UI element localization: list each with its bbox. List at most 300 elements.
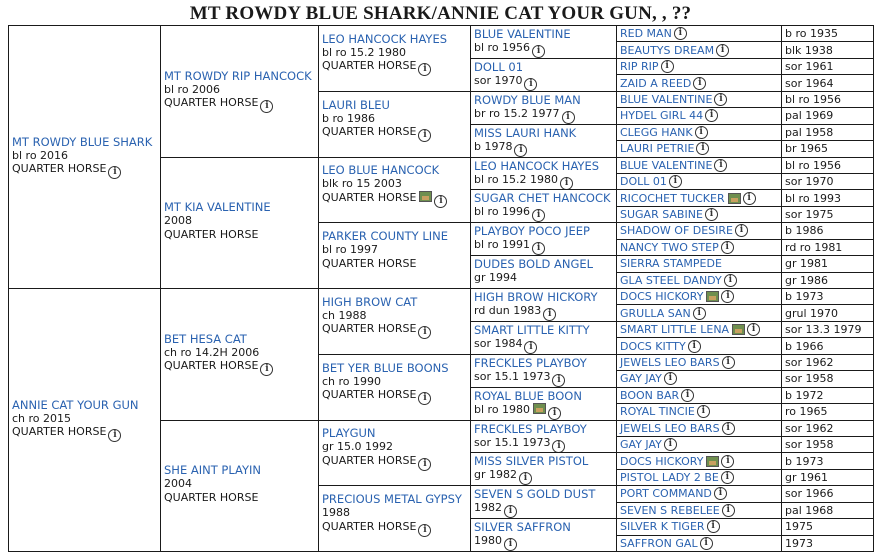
g5-name-cell [616,354,782,371]
g5-detail-cell [781,469,874,486]
g5-name-cell [616,107,782,124]
horse-details: b 1972 [785,388,824,402]
g4-cell [470,485,617,519]
info-icon[interactable]: i [716,44,729,57]
info-icon[interactable]: i [721,471,734,484]
horse-details-row [474,74,613,91]
horse-name-link[interactable]: DOLL 01 [474,59,524,74]
info-icon[interactable]: i [552,374,565,387]
g5-detail-cell [781,107,874,124]
info-icon[interactable]: i [108,429,121,442]
horse-name-link[interactable]: ZAID A REED [620,76,692,90]
info-icon[interactable]: i [532,242,545,255]
g5-detail-cell [781,239,874,256]
horse-name-link[interactable]: JEWELS LEO BARS [620,421,720,435]
horse-name-link[interactable]: LEO HANCOCK HAYES [322,31,448,46]
horse-name-link[interactable]: SUGAR SABINE [620,208,703,222]
horse-name-link[interactable]: SHADOW OF DESIRE [620,224,734,238]
g5-detail-cell [781,436,874,453]
horse-details-row [474,403,613,420]
horse-breed: QUARTER HORSE [12,425,107,438]
horse-details: sor 1958 [785,372,834,386]
horse-details: bl ro 1956 [474,41,531,54]
g5-detail-cell [781,255,874,272]
g4-cell [470,354,617,388]
horse-details: grul 1970 [785,306,839,320]
g5-name-cell [616,502,782,519]
horse-entry [322,164,447,208]
horse-entry [164,201,271,241]
g5-detail-cell [781,140,874,157]
g5-name-cell [616,173,782,190]
info-icon[interactable]: i [705,208,718,221]
info-icon[interactable]: i [721,290,734,303]
info-icon[interactable]: i [714,487,727,500]
g5-detail-cell [781,91,874,108]
horse-name-link[interactable]: MT ROWDY RIP HANCOCK [164,68,312,83]
horse-details: gr 1994 [474,271,517,285]
horse-details: b 1966 [785,339,824,353]
horse-details: ro 1965 [785,405,828,419]
horse-name-link[interactable]: DOCS KITTY [620,339,686,353]
g5-name-cell [616,25,782,42]
horse-details: bl ro 1956 [785,92,842,106]
horse-name-link[interactable]: BLUE VALENTINE [474,27,571,41]
horse-name-link[interactable]: MISS SILVER PISTOL [474,454,589,469]
info-icon[interactable]: i [693,77,706,90]
horse-details-row [474,140,613,157]
horse-details: pal 1969 [785,109,834,123]
horse-name-link[interactable]: BET HESA CAT [164,331,247,346]
info-icon[interactable]: i [661,60,674,73]
horse-entry [322,230,448,270]
info-icon[interactable]: i [681,389,694,402]
horse-breed: QUARTER HORSE [322,125,417,139]
info-icon[interactable]: i [524,78,537,91]
horse-entry [322,296,431,340]
horse-details: ch ro 2015 [12,411,72,425]
g5-detail-cell [781,485,874,502]
horse-name-link[interactable]: BLUE VALENTINE [620,158,713,172]
horse-entry [12,399,139,443]
horse-name-link[interactable]: MT ROWDY BLUE SHARK [12,134,153,149]
horse-name-link[interactable]: DUDES BOLD ANGEL [474,257,594,272]
g5-detail-cell [781,502,874,519]
g5-detail-cell [781,535,874,552]
horse-details: br 1965 [785,142,828,156]
horse-name-link[interactable]: DOCS HICKORY [620,454,704,468]
horse-name-link[interactable]: SILVER K TIGER [620,520,705,534]
info-icon[interactable]: i [504,538,517,551]
g4-cell [470,157,617,191]
g5-detail-cell [781,370,874,387]
horse-name-link[interactable]: RED MAN [620,27,672,41]
horse-details: sor 15.1 1973 [474,435,551,449]
g4-cell [470,452,617,486]
horse-details-row [474,436,613,453]
horse-details: gr 1961 [785,471,828,485]
g3-cell [318,420,471,487]
info-icon[interactable]: i [669,175,682,188]
info-icon[interactable]: i [724,274,737,287]
horse-breed: QUARTER HORSE [164,490,259,504]
info-icon[interactable]: i [548,407,561,420]
info-icon[interactable]: i [735,224,748,237]
horse-name-link[interactable]: NANCY TWO STEP [620,240,719,254]
g4-cell [470,124,617,158]
info-icon[interactable]: i [674,27,687,40]
g3-cell [318,288,471,355]
horse-details: gr 1981 [785,257,828,271]
horse-breed: QUARTER HORSE [164,359,259,373]
g5-name-cell [616,321,782,338]
g5-name-cell [616,518,782,535]
info-icon[interactable]: i [721,455,734,468]
info-icon[interactable]: i [108,166,121,179]
horse-details: bl ro 2016 [12,148,69,162]
horse-breed-row [322,125,431,142]
horse-details: bl ro 1956 [785,158,842,172]
g5-detail-cell [781,288,874,305]
horse-details: pal 1958 [785,125,834,139]
info-icon[interactable]: i [722,356,735,369]
horse-name-link[interactable]: HIGH BROW CAT [322,294,418,309]
horse-breed: QUARTER HORSE [322,519,417,533]
horse-name-link[interactable]: HIGH BROW HICKORY [474,290,598,304]
horse-details: sor 1962 [785,421,834,435]
horse-name-link[interactable]: PORT COMMAND [620,487,712,501]
horse-name-link[interactable]: SILVER SAFFRON [474,520,571,535]
g4-cell [470,321,617,355]
g3-cell [318,91,471,158]
g3-cell [318,354,471,421]
horse-name-link[interactable]: DOLL 01 [620,175,667,189]
horse-entry [164,70,312,114]
horse-breed-row [12,425,139,442]
horse-name-link[interactable]: BLUE VALENTINE [620,92,713,106]
g5-name-cell [616,535,782,552]
horse-name-link[interactable]: SEVEN S REBELEE [620,503,720,517]
horse-breed-row [322,454,431,471]
info-icon[interactable]: i [519,472,532,485]
g4-cell [470,255,617,289]
horse-name-link[interactable]: GLA STEEL DANDY [620,273,722,287]
horse-name-link[interactable]: DOCS HICKORY [620,290,704,304]
horse-name-link[interactable]: ANNIE CAT YOUR GUN [12,397,139,412]
g5-name-cell [616,272,782,289]
horse-breed-row [164,228,271,242]
g5-detail-cell [781,206,874,223]
g4-cell [470,25,617,59]
info-icon[interactable]: i [705,109,718,122]
info-icon[interactable]: i [697,405,710,418]
g5-detail-cell [781,321,874,338]
info-icon[interactable]: i [418,524,431,537]
horse-details: sor 1970 [474,73,523,87]
horse-name-link[interactable]: ROYAL TINCIE [620,405,695,419]
horse-details: pal 1968 [785,503,834,517]
info-icon[interactable]: i [664,372,677,385]
horse-breed: QUARTER HORSE [322,59,417,73]
g5-detail-cell [781,420,874,437]
horse-details: sor 1984 [474,336,523,350]
horse-breed: QUARTER HORSE [322,388,417,402]
horse-name-link[interactable]: GRULLA SAN [620,306,691,320]
horse-name-link[interactable]: LAURI PETRIE [620,142,695,156]
horse-details: bl ro 2006 [164,82,221,96]
horse-details: blk 1938 [785,43,833,57]
horse-breed: QUARTER HORSE [12,162,107,175]
g5-name-cell [616,387,782,404]
g3-cell [318,157,471,224]
horse-breed: QUARTER HORSE [164,227,259,241]
g5-detail-cell [781,189,874,206]
horse-details: blk ro 15 2003 [322,177,402,191]
g5-name-cell [616,140,782,157]
g5-name-cell [616,304,782,321]
horse-details: b 1986 [785,224,824,238]
g4-cell [470,387,617,421]
info-icon[interactable]: i [714,159,727,172]
info-icon[interactable]: i [707,520,720,533]
info-icon[interactable]: i [514,144,527,157]
g5-detail-cell [781,272,874,289]
horse-name-link[interactable]: SMART LITTLE LENA [620,323,730,337]
horse-name-link[interactable]: FRECKLES PLAYBOY [474,421,587,436]
horse-breed: QUARTER HORSE [164,96,259,110]
horse-details: sor 1975 [785,208,834,222]
g5-name-cell [616,255,782,272]
horse-details: ch ro 14.2H 2006 [164,345,260,359]
horse-name-link[interactable]: BEAUTYS DREAM [620,43,715,57]
horse-name-link[interactable]: SAFFRON GAL [620,536,698,550]
g3-cell [318,222,471,289]
g5-name-cell [616,58,782,75]
horse-details-row [474,337,613,354]
horse-details-row [474,304,613,321]
info-icon[interactable]: i [722,422,735,435]
horse-name-link[interactable]: ROWDY BLUE MAN [474,92,581,107]
horse-details: gr 1982 [474,468,517,482]
horse-breed-row [322,322,431,339]
info-icon[interactable]: i [562,111,575,124]
horse-name-link[interactable]: MT KIA VALENTINE [164,200,271,215]
info-icon[interactable]: i [532,209,545,222]
info-icon[interactable]: i [418,458,431,471]
g5-detail-cell [781,518,874,535]
g5-detail-cell [781,304,874,321]
horse-details: sor 1961 [785,60,834,74]
horse-breed-row [322,388,449,405]
horse-name-link[interactable]: FRECKLES PLAYBOY [474,355,587,370]
g2-cell [160,25,319,158]
horse-details-row [474,173,613,190]
horse-name-link[interactable]: SEVEN S GOLD DUST [474,487,596,502]
photo-icon[interactable] [419,191,432,202]
g5-detail-cell [781,452,874,469]
info-icon[interactable]: i [434,195,447,208]
horse-name-link[interactable]: CLEGG HANK [620,125,693,139]
photo-icon[interactable] [706,291,719,302]
horse-details: bl ro 1996 [474,205,531,219]
horse-name-link[interactable]: PLAYGUN [322,426,376,441]
g5-detail-cell [781,354,874,371]
horse-details: 1988 [322,506,350,520]
g5-detail-cell [781,337,874,354]
g5-name-cell [616,222,782,239]
info-icon[interactable]: i [524,341,537,354]
g5-detail-cell [781,124,874,141]
horse-details-row [474,238,613,255]
horse-details: gr 15.0 1992 [322,440,393,454]
horse-details: ch 1988 [322,308,367,322]
horse-entry [164,333,273,377]
horse-details: bl ro 1980 [474,402,531,416]
horse-breed-row [322,59,447,76]
info-icon[interactable]: i [552,440,565,453]
horse-details: b 1978 [474,139,513,153]
horse-details: sor 1962 [785,355,834,369]
horse-breed-row [322,257,448,271]
horse-name-link[interactable]: JEWELS LEO BARS [620,355,720,369]
horse-name-link[interactable]: SMART LITTLE KITTY [474,322,590,337]
horse-name-link[interactable]: LEO BLUE HANCOCK [322,163,440,178]
horse-breed-row [12,162,152,179]
photo-icon[interactable] [533,403,546,414]
horse-name-link[interactable]: ROYAL BLUE BOON [474,388,582,403]
info-icon[interactable]: i [504,505,517,518]
info-icon[interactable]: i [696,142,709,155]
g5-name-cell [616,469,782,486]
g5-name-cell [616,74,782,91]
horse-details: 1975 [785,520,813,534]
info-icon[interactable]: i [695,126,708,139]
info-icon[interactable]: i [418,129,431,142]
horse-name-link[interactable]: SIERRA STAMPEDE [620,257,722,271]
g3-cell [318,25,471,92]
g5-name-cell [616,206,782,223]
horse-name-link[interactable]: LAURI BLEU [322,97,390,112]
horse-name-link[interactable]: PISTOL LADY 2 BE [620,471,719,485]
horse-name-link[interactable]: SUGAR CHET HANCOCK [474,191,611,206]
horse-details: ch ro 1990 [322,374,382,388]
g5-detail-cell [781,41,874,58]
g2-cell [160,420,319,553]
horse-name-link[interactable]: BET YER BLUE BOONS [322,360,449,375]
horse-details: sor 13.3 1979 [785,323,862,337]
info-icon[interactable]: i [260,363,273,376]
info-icon[interactable]: i [560,177,573,190]
g5-name-cell [616,91,782,108]
g3-cell [318,485,471,552]
g5-name-cell [616,239,782,256]
horse-details: b ro 1935 [785,27,838,41]
info-icon[interactable]: i [743,192,756,205]
horse-name-link[interactable]: PRECIOUS METAL GYPSY [322,492,462,507]
photo-icon[interactable] [706,456,719,467]
horse-details: br ro 15.2 1977 [474,106,560,120]
horse-name-link[interactable]: HYDEL GIRL 44 [620,109,704,123]
g5-detail-cell [781,387,874,404]
info-icon[interactable]: i [418,392,431,405]
g5-detail-cell [781,173,874,190]
horse-details-row [474,41,613,58]
horse-name-link[interactable]: PLAYBOY POCO JEEP [474,224,590,239]
info-icon[interactable]: i [700,537,713,550]
pedigree-title: MT ROWDY BLUE SHARK/ANNIE CAT YOUR GUN, , ?? [189,3,692,24]
info-icon[interactable]: i [664,438,677,451]
g5-detail-cell [781,25,874,42]
info-icon[interactable]: i [418,326,431,339]
photo-icon[interactable] [728,193,741,204]
info-icon[interactable]: i [543,308,556,321]
horse-details-row [474,370,613,387]
info-icon[interactable]: i [418,63,431,76]
horse-details: b 1973 [785,454,824,468]
horse-entry [12,136,152,180]
info-icon[interactable]: i [722,504,735,517]
g4-cell [470,288,617,322]
horse-breed-row [164,359,273,376]
horse-breed: QUARTER HORSE [322,453,417,467]
g5-name-cell [616,485,782,502]
horse-name-link[interactable]: RICOCHET TUCKER [620,191,725,205]
horse-breed-row [164,96,312,113]
horse-name-link[interactable]: BOON BAR [620,388,680,402]
horse-name-link[interactable]: PARKER COUNTY LINE [322,229,448,244]
horse-details-row [474,107,613,124]
horse-details: 2008 [164,214,192,228]
horse-details: b ro 1986 [322,111,375,125]
horse-details: 1982 [474,501,502,515]
info-icon[interactable]: i [693,307,706,320]
g4-cell [470,518,617,552]
horse-details: bl ro 1991 [474,238,531,252]
horse-name-link[interactable]: MISS LAURI HANK [474,125,577,140]
horse-details: bl ro 15.2 1980 [474,172,559,186]
g4-cell [470,189,617,223]
g1-cell [8,25,161,289]
horse-name-link[interactable]: LEO HANCOCK HAYES [474,158,600,173]
horse-name-link[interactable]: GAY JAY [620,438,662,452]
info-icon[interactable]: i [532,45,545,58]
horse-name-link[interactable]: RIP RIP [620,60,659,74]
info-icon[interactable]: i [721,241,734,254]
horse-details: sor 1958 [785,438,834,452]
info-icon[interactable]: i [714,93,727,106]
info-icon[interactable]: i [747,323,760,336]
photo-icon[interactable] [732,324,745,335]
g1-cell [8,288,161,552]
horse-details: sor 15.1 1973 [474,369,551,383]
info-icon[interactable]: i [688,340,701,353]
g5-detail-cell [781,222,874,239]
horse-details: sor 1966 [785,487,834,501]
horse-name-link[interactable]: GAY JAY [620,372,662,386]
horse-details: rd dun 1983 [474,304,542,317]
horse-name-link[interactable]: SHE AINT PLAYIN [164,463,262,478]
horse-breed-row [164,491,261,505]
g5-detail-cell [781,58,874,75]
horse-details: sor 1970 [785,175,834,189]
info-icon[interactable]: i [260,100,273,113]
horse-details-row [474,468,613,485]
g5-name-cell [616,403,782,420]
g5-name-cell [616,157,782,174]
horse-details: gr 1986 [785,273,828,287]
horse-entry [322,99,431,143]
horse-entry [164,464,261,504]
